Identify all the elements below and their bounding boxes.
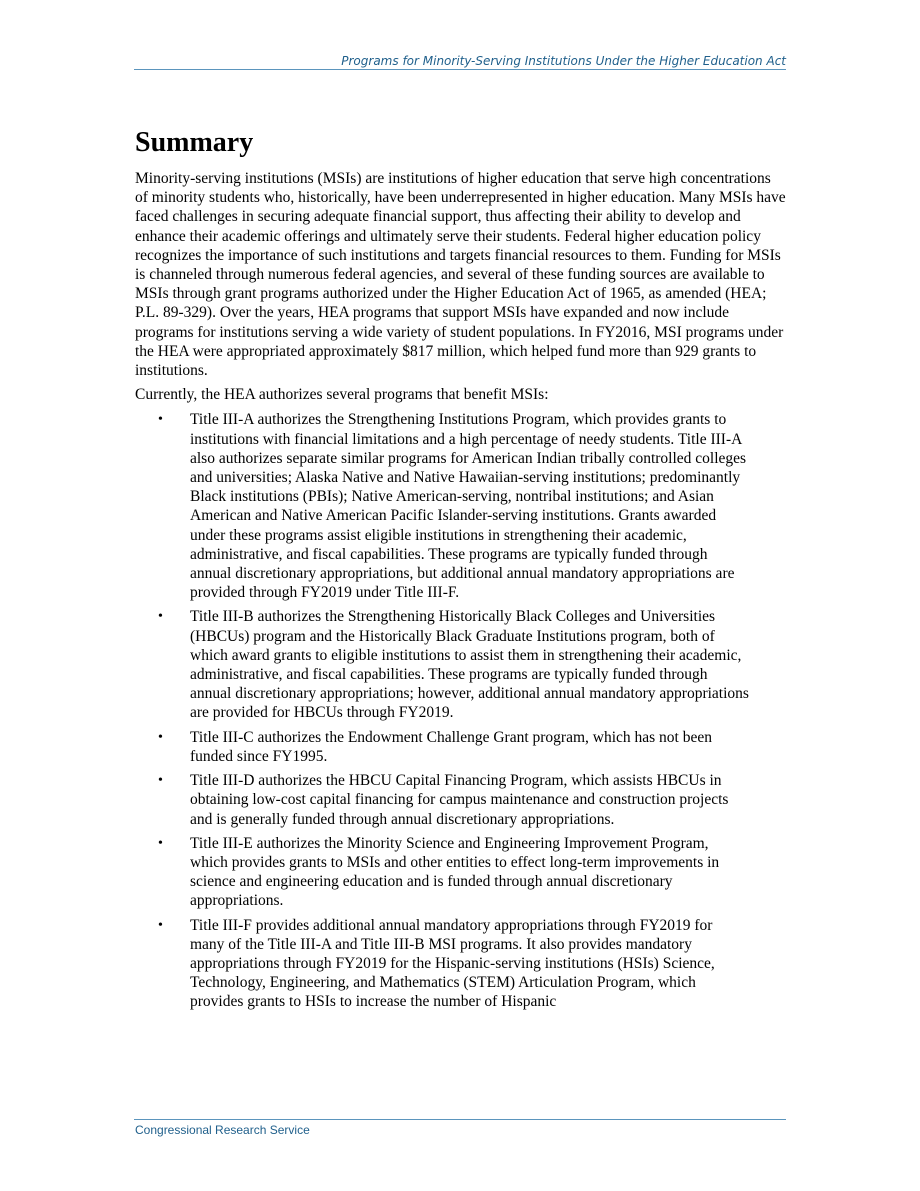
- bullet-icon: •: [158, 729, 163, 745]
- bullet-icon: •: [158, 835, 163, 851]
- bullet-icon: •: [158, 917, 163, 933]
- summary-intro-paragraph: Minority-serving institutions (MSIs) are institutions of higher education that serve high concentrations of minority students who, historically, have been underrepresented in higher education. Many MSIs have faced challenges in securing adequate financial support, thus affecting their ability to develop and enhance their academic offerings and ultimately serve their students. Federal higher education policy recognizes the importance of such institutions and targets financial resources to them. Funding for MSIs is channeled through numerous federal agencies, and several of these funding sources are available to MSIs through grant programs authorized under the Higher Education Act of 1965, as amended (HEA; P.L. 89-329). Over the years, HEA programs that support MSIs have expanded and now include programs for institutions serving a wide variety of student populations. In FY2016, MSI programs under the HEA were appropriated approximately $817 million, which helped fund more than 929 grants to institutions.: [135, 170, 786, 380]
- footer-rule: [134, 1119, 786, 1120]
- list-item-text: Title III-A authorizes the Strengthening Institutions Program, which provides grants to institutions with financial limitations and a high percentage of needy students. Title III-A also authorizes separate similar programs for American Indian tribally controlled colleges and universities; Alaska Native and Native Hawaiian-serving institutions; predominantly Black institutions (PBIs); Native American-serving, nontribal institutions; and Asian American and Native American Pacific Islander-serving institutions. Grants awarded under these programs assist eligible institutions in strengthening their academic, administrative, and fiscal capabilities. These programs are typically funded through annual discretionary appropriations, but additional annual mandatory appropriations are provided through FY2019 under Title III-F.: [190, 411, 747, 602]
- list-item-title-iii-b: [135, 607, 750, 722]
- running-header-title: Programs for Minority-Serving Institutions Under the Higher Education Act: [341, 54, 786, 68]
- programs-bullet-list: [135, 410, 787, 1011]
- list-item-title-iii-d: [135, 771, 750, 829]
- bullet-icon: •: [158, 773, 163, 789]
- list-item-text: Title III-C authorizes the Endowment Challenge Grant program, which has not been funded since FY1995.: [190, 728, 712, 765]
- list-item-title-iii-e: [135, 834, 750, 911]
- list-item-text: Title III-B authorizes the Strengthening Historically Black Colleges and Universities (HBCUs) program and the Historically Black Graduate Institutions program, both of which award grants to eligible institutions to assist them in strengthening their academic, administrative, and fiscal capabilities. These programs are typically funded through annual discretionary appropriations; however, additional annual mandatory appropriations are provided for HBCUs through FY2019.: [190, 608, 749, 722]
- page-content: [135, 124, 787, 1017]
- list-item-title-iii-a: [135, 410, 750, 602]
- list-item-title-iii-c: [135, 728, 750, 766]
- header-rule: [134, 69, 786, 70]
- footer-organization: Congressional Research Service: [135, 1123, 310, 1137]
- bullet-icon: •: [158, 412, 163, 428]
- programs-lead-paragraph: Currently, the HEA authorizes several programs that benefit MSIs:: [135, 386, 549, 404]
- bullet-icon: •: [158, 609, 163, 625]
- summary-heading: Summary: [135, 127, 254, 158]
- list-item-title-iii-f: [135, 916, 750, 1012]
- list-item-text: Title III-F provides additional annual mandatory appropriations through FY2019 for many of the Title III-A and Title III-B MSI programs. It also provides mandatory appropriations through FY2019 for the Hispanic-serving institutions (HSIs) Science, Technology, Engineering, and Mathematics (STEM) Articulation Program, which provides grants to HSIs to increase the number of Hispanic: [190, 916, 715, 1011]
- list-item-text: Title III-D authorizes the HBCU Capital Financing Program, which assists HBCUs in obtaining low-cost capital financing for campus maintenance and construction projects and is generally funded through annual discretionary appropriations.: [190, 772, 729, 828]
- list-item-text: Title III-E authorizes the Minority Science and Engineering Improvement Program, which provides grants to MSIs and other entities to effect long-term improvements in science and engineering education and is funded through annual discretionary appropriations.: [190, 834, 720, 910]
